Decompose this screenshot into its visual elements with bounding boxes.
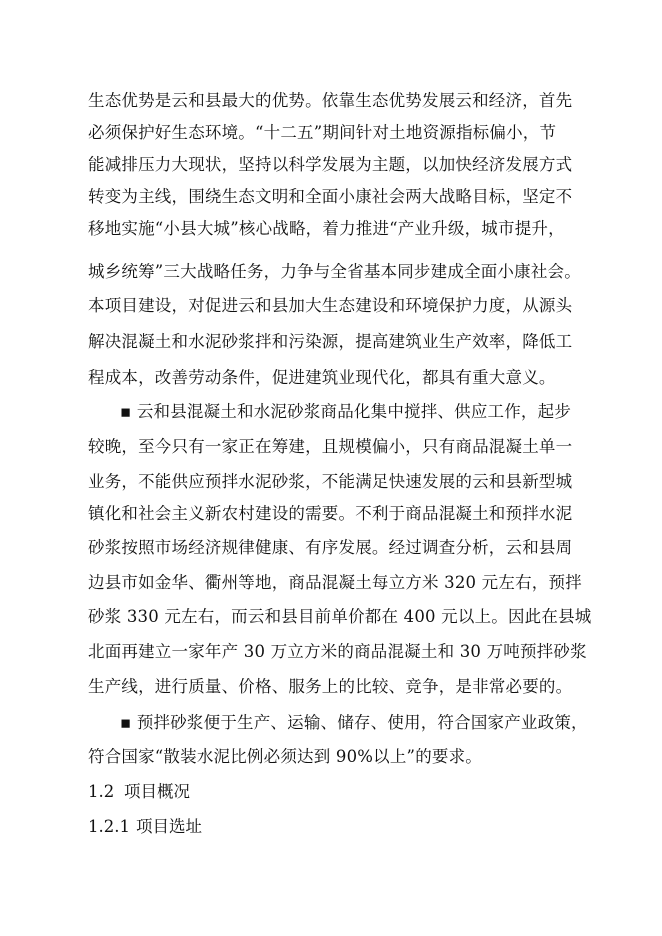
paragraph-2-line-1: ▪ 云和县混凝土和水泥砂浆商品化集中搅拌、供应工作，起步 bbox=[120, 402, 572, 421]
paragraph-2-line-9: 生产线，进行质量、价格、服务上的比较、竞争，是非常必要的。 bbox=[88, 677, 573, 696]
section-title: 项目概况 bbox=[124, 782, 190, 801]
paragraph-2-line-4: 镇化和社会主义新农村建设的需要。不利于商品混凝土和预拌水泥 bbox=[88, 504, 573, 523]
paragraph-1-line-4: 转变为主线，围绕生态文明和全面小康社会两大战略目标，坚定不 bbox=[88, 187, 573, 206]
paragraph-1-line-3: 能减排压力大现状，坚持以科学发展为主题，以加快经济发展方式 bbox=[88, 155, 573, 174]
paragraph-3-line-2: 符合国家“散装水泥比例必须达到 90%以上”的要求。 bbox=[88, 747, 482, 766]
paragraph-1-line-5: 移地实施“小县大城”核心战略，着力推进“产业升级，城市提升， bbox=[88, 219, 565, 238]
paragraph-1-line-7: 本项目建设，对促进云和县加大生态建设和环境保护力度，从源头 bbox=[88, 296, 573, 315]
section-heading-1-2-1 bbox=[88, 816, 202, 838]
paragraph-2-line-6: 边县市如金华、衢州等地，商品混凝土每立方米 320 元左右，预拌 bbox=[88, 573, 582, 592]
paragraph-1-line-6: 城乡统筹”三大战略任务，力争与全省基本同步建成全面小康社会。 bbox=[88, 262, 581, 281]
paragraph-1-line-1: 生态优势是云和县最大的优势。依靠生态优势发展云和经济，首先 bbox=[88, 91, 573, 110]
paragraph-1-line-8: 解决混凝土和水泥砂浆拌和污染源，提高建筑业生产效率，降低工 bbox=[88, 332, 573, 351]
paragraph-3-line-1: ▪ 预拌砂浆便于生产、运输、储存、使用，符合国家产业政策， bbox=[120, 713, 588, 732]
section-number: 1.2 bbox=[88, 782, 115, 801]
subsection-title: 项目选址 bbox=[136, 817, 202, 836]
paragraph-2-line-5: 砂浆按照市场经济规律健康、有序发展。经过调查分析，云和县周 bbox=[88, 538, 573, 557]
section-heading-1-2 bbox=[88, 781, 190, 803]
paragraph-2-line-2: 较晚，至今只有一家正在筹建，且规模偏小，只有商品混凝土单一 bbox=[88, 437, 573, 456]
paragraph-2-line-8: 北面再建立一家年产 30 万立方米的商品混凝土和 30 万吨预拌砂浆 bbox=[88, 642, 587, 661]
subsection-number: 1.2.1 bbox=[88, 817, 130, 836]
paragraph-1-line-2: 必须保护好生态环境。“十二五”期间针对土地资源指标偏小，节 bbox=[88, 123, 557, 142]
paragraph-2-line-3: 业务，不能供应预拌水泥砂浆，不能满足快速发展的云和县新型城 bbox=[88, 472, 573, 491]
paragraph-2-line-7: 砂浆 330 元左右，而云和县目前单价都在 400 元以上。因此在县城 bbox=[88, 607, 592, 626]
paragraph-1-line-9: 程成本，改善劳动条件，促进建筑业现代化，都具有重大意义。 bbox=[88, 368, 556, 387]
